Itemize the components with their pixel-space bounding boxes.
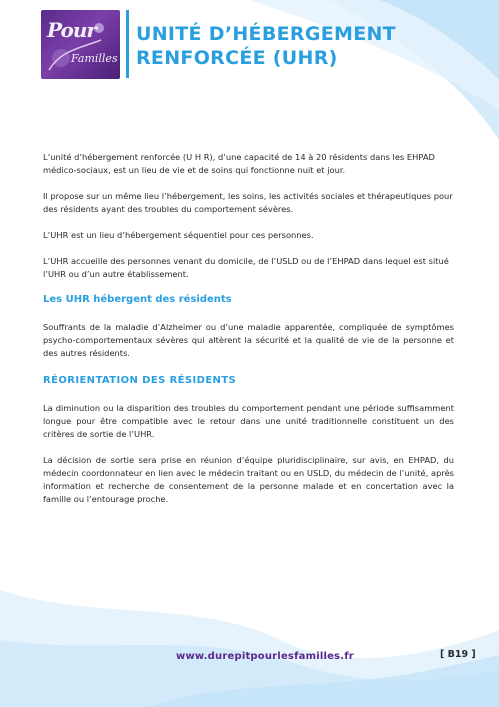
intro-paragraph-3: L’UHR est un lieu d’hébergement séquentiel pour ces personnes. xyxy=(43,230,314,240)
logo-text-secondary: Familles xyxy=(71,52,118,65)
page-title xyxy=(136,22,476,70)
intro-paragraph-2: Il propose sur un même lieu l’hébergement, les soins, les activités sociales et thérapeutiques pour des résidents ayant des troubles du comportement sévères. xyxy=(43,191,453,214)
page-number: [ B19 ] xyxy=(440,649,476,660)
page-title-line-1: UNITÉ D’HÉBERGEMENT xyxy=(136,23,396,45)
logo-text-primary: Pour xyxy=(47,18,96,42)
section1-paragraph: Souffrants de la maladie d’Alzheimer ou d’une maladie apparentée, compliquée de symptômes psycho-comportementaux sévères qui altèrent la sécurité et la qualité de vie de la personne et des autres résidents. xyxy=(43,322,454,358)
page-title-line-2: RENFORCÉE (UHR) xyxy=(136,47,338,69)
brand-logo xyxy=(41,10,120,79)
section2-paragraph-2: La décision de sortie sera prise en réunion d’équipe pluridisciplinaire, sur avis, en EHPAD, du médecin coordonnateur en lien avec le médecin traitant ou en USLD, du médecin de l’unité, après information et recherche de consentement de la personne malade et en concertation avec la famille ou l’entourage proche. xyxy=(43,455,454,504)
intro-paragraph-4: L’UHR accueille des personnes venant du domicile, de l’USLD ou de l’EHPAD dans lequel est situé l’UHR ou d’un autre établissement. xyxy=(43,256,449,279)
title-divider xyxy=(126,10,129,78)
footer-website-link[interactable]: www.durepitpourlesfamilles.fr xyxy=(176,651,354,662)
section-heading-residents: Les UHR hébergent des résidents xyxy=(43,294,232,305)
intro-paragraph-1: L’unité d’hébergement renforcée (U H R), d’une capacité de 14 à 20 résidents dans les EHPAD médico-sociaux, est un lieu de vie et de soins qui fonctionne nuit et jour. xyxy=(43,152,435,175)
section2-paragraph-1: La diminution ou la disparition des troubles du comportement pendant une période suffisamment longue pour être compatible avec le retour dans une unité traditionnelle constituent un des critères de sortie de l’UHR. xyxy=(43,403,454,439)
section-heading-reorientation: RÉORIENTATION DES RÉSIDENTS xyxy=(43,375,237,386)
